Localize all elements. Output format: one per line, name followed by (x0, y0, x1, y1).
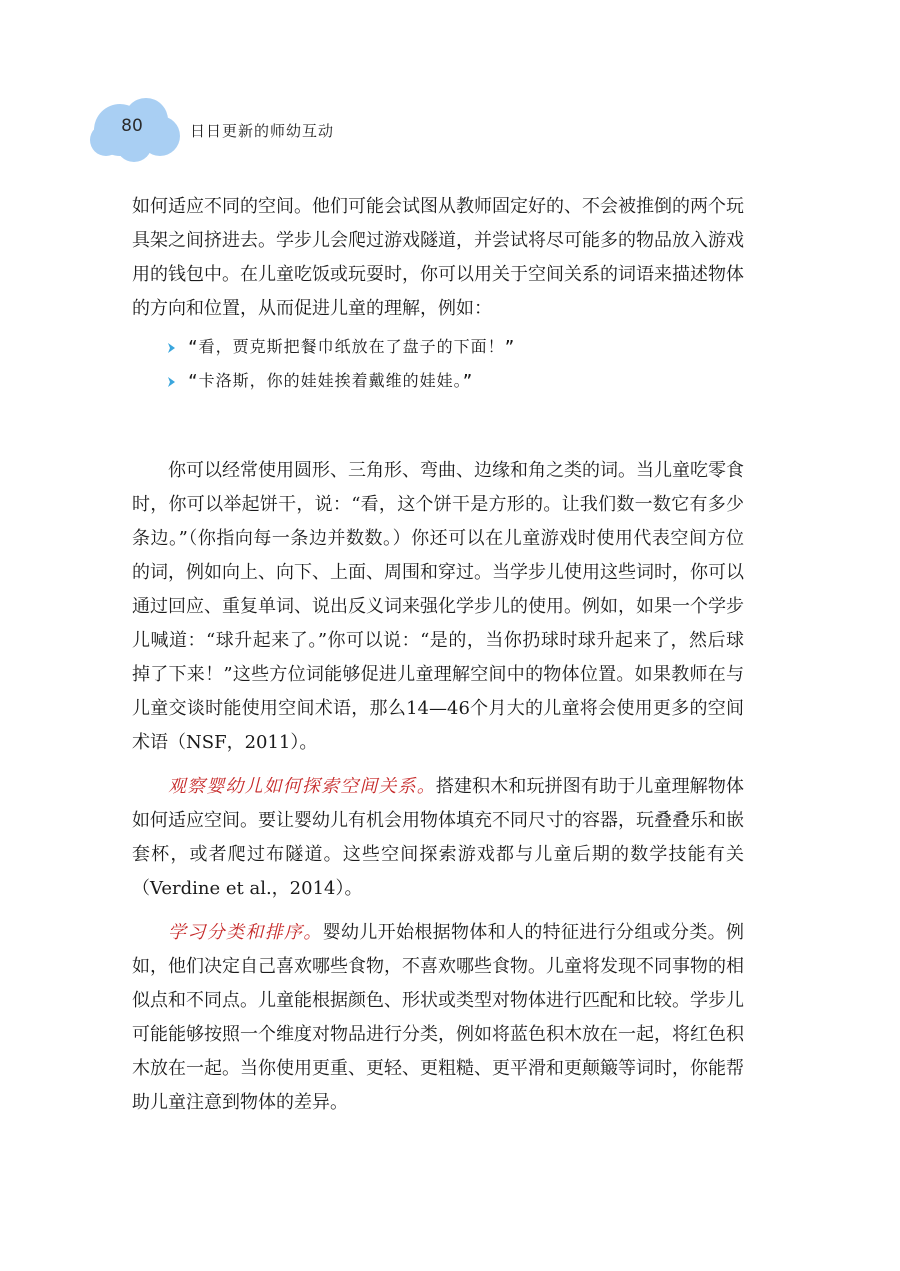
page-body (132, 190, 744, 1120)
section-heading: 学习分类和排序。 (168, 922, 323, 943)
list-item-text: “看，贾克斯把餐巾纸放在了盘子的下面！” (188, 337, 516, 356)
paragraph-text: 婴幼儿开始根据物体和人的特征进行分组或分类。例如，他们决定自己喜欢哪些食物，不喜欢哪些食物。儿童将发现不同事物的相似点和不同点。儿童能根据颜色、形状或类型对物体进行匹配和比较。学步儿可能能够按照一个维度对物品进行分类，例如将蓝色积木放在一起，将红色积木放在一起。当你使用更重、更轻、更粗糙、更平滑和更颠簸等词时，你能帮助儿童注意到物体的差异。 (132, 922, 745, 1113)
list-item-text: “卡洛斯，你的娃娃挨着戴维的娃娃。” (188, 371, 474, 390)
example-list (132, 330, 744, 398)
section-heading: 观察婴幼儿如何探索空间关系。 (168, 776, 436, 797)
page-number: 80 (121, 116, 143, 136)
paragraph-4 (132, 916, 744, 1120)
running-title: 日日更新的师幼互动 (190, 122, 335, 140)
list-item (166, 330, 744, 364)
paragraph-text: 搭建积木和玩拼图有助于儿童理解物体如何适应空间。要让婴幼儿有机会用物体填充不同尺寸的容器，玩叠叠乐和嵌套杯，或者爬过布隧道。这些空间探索游戏都与儿童后期的数学技能有关（Verdine et al.，2014）。 (132, 776, 745, 899)
paragraph-2: 你可以经常使用圆形、三角形、弯曲、边缘和角之类的词。当儿童吃零食时，你可以举起饼干，说：“看，这个饼干是方形的。让我们数一数它有多少条边。”（你指向每一条边并数数。）你还可以在儿童游戏时使用代表空间方位的词，例如向上、向下、上面、周围和穿过。当学步儿使用这些词时，你可以通过回应、重复单词、说出反义词来强化学步儿的使用。例如，如果一个学步儿喊道：“球升起来了。”你可以说：“是的，当你扔球时球升起来了，然后球掉了下来！”这些方位词能够促进儿童理解空间中的物体位置。如果教师在与儿童交谈时能使用空间术语，那么14—46个月大的儿童将会使用更多的空间术语（NSF，2011）。 (132, 460, 744, 753)
list-item (166, 364, 744, 398)
paragraph-1: 如何适应不同的空间。他们可能会试图从教师固定好的、不会被推倒的两个玩具架之间挤进去。学步儿会爬过游戏隧道，并尝试将尽可能多的物品放入游戏用的钱包中。在儿童吃饭或玩耍时，你可以用关于空间关系的词语来描述物体的方向和位置，从而促进儿童的理解，例如： (132, 196, 744, 319)
paragraph-3 (132, 770, 744, 906)
chevron-right-icon (166, 342, 178, 354)
chevron-right-icon (166, 376, 178, 388)
